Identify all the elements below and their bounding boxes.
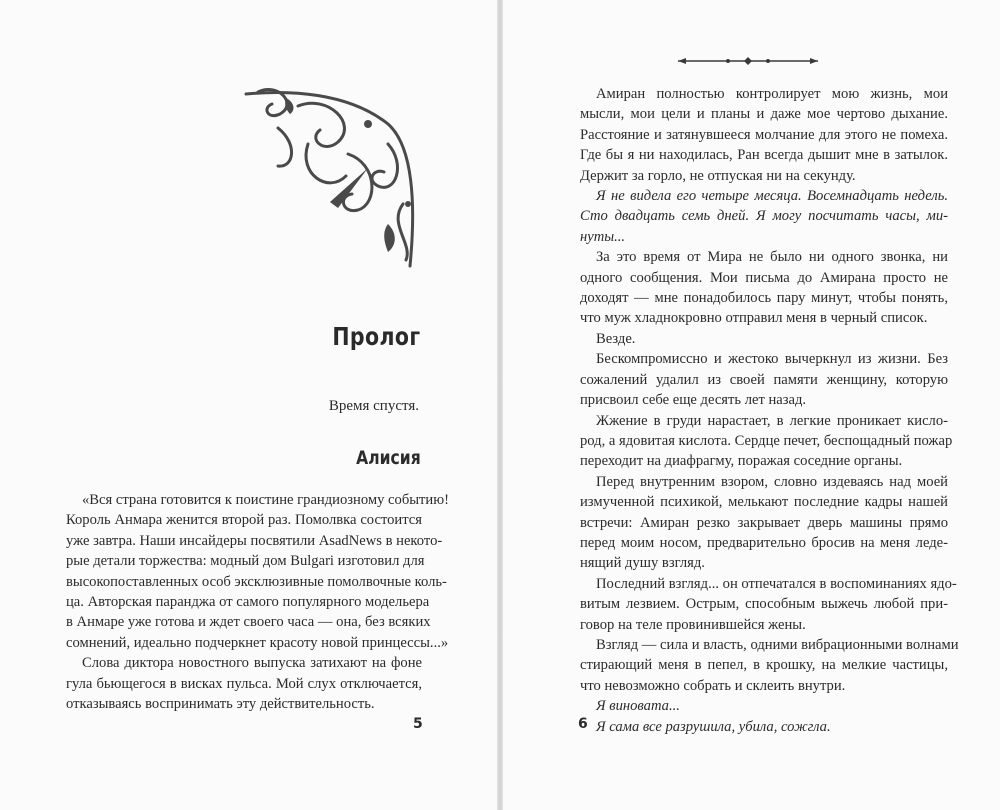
text-line: За это время от Мира не было ни одного звонка, ни xyxy=(596,249,948,266)
text-line: доходят — мне понадобилось пару минут, чтобы понять, xyxy=(580,290,948,307)
text-line: сомнений, идеально подчеркнет красоту новой принцессы...» xyxy=(66,634,449,651)
text-line: перед моим носом, предварительно бросив на меня леде- xyxy=(580,534,948,551)
text-line: мысли, мои цели и планы и даже мое чертово дыхание. xyxy=(580,106,948,123)
page-number-right: 6 xyxy=(578,716,588,732)
text-line: стирающий меня в пепел, в крошку, на мелкие частицы, xyxy=(580,657,948,674)
text-line: переходит на диафрагму, поражая соседние органы. xyxy=(580,453,903,470)
text-line: витым лезвием. Острым, способным выжечь любой при- xyxy=(580,596,948,613)
text-line: нящий душу взгляд. xyxy=(580,555,705,572)
text-line: Бескомпромиссно и жестоко вычеркнул из жизни. Без xyxy=(596,351,948,368)
text-line: отказываясь воспринимать эту действительность. xyxy=(66,696,375,713)
text-line: Король Анмара женится второй раз. Помолвка состоится xyxy=(66,512,422,529)
text-line: Где бы я ни находилась, Ран всегда дышит мне в затылок. xyxy=(580,147,948,164)
left-page xyxy=(0,0,497,810)
text-line: гула бьющегося в висках пульса. Мой слух отключается, xyxy=(66,675,422,692)
text-line: нуты... xyxy=(580,228,626,245)
corner-ornament-icon xyxy=(238,84,428,274)
text-line: измученной психикой, мелькают последние кадры нашей xyxy=(580,494,948,511)
text-line: Слова диктора новостного выпуска затихают на фоне xyxy=(82,655,422,672)
chapter-subtitle: Время спустя. xyxy=(328,398,419,414)
text-line: Амиран полностью контролирует мою жизнь, мои xyxy=(596,86,948,102)
pov-character-name: Алисия xyxy=(356,447,421,469)
right-page xyxy=(503,0,1000,810)
text-line: Жжение в груди нарастает, в легкие проникает кисло- xyxy=(596,412,948,429)
text-line: уже завтра. Наши инсайдеры посвятили AsadNews в некото- xyxy=(66,532,443,549)
text-line: присвоил себе еще десять лет назад. xyxy=(580,392,807,409)
text-line: в Анмаре уже готова и ждет своего часа — она, без всяких xyxy=(66,614,431,631)
left-page-body xyxy=(66,490,450,714)
text-line: Я виновата... xyxy=(596,698,680,715)
text-line: рые детали торжества: модный дом Bulgari изготовил для xyxy=(66,553,425,570)
text-line: Я не видела его четыре месяца. Восемнадцать недель. xyxy=(596,188,948,205)
text-line: Я сама все разрушила, убила, сожгла. xyxy=(596,718,831,735)
page-number-left: 5 xyxy=(413,716,423,732)
text-line: Расстояние и затянувшееся молчание для этого не помеха. xyxy=(580,126,948,143)
text-line: что муж хладнокровно отправил меня в черный список. xyxy=(580,310,928,327)
right-page-body xyxy=(580,84,959,737)
text-line: Держит за горло, не отпуская ни на секунду. xyxy=(580,167,856,184)
header-divider-icon xyxy=(676,56,820,66)
text-line: что невозможно собрать и склеить внутри. xyxy=(580,677,846,694)
text-line: Взгляд — сила и власть, одними вибрационными волнами xyxy=(596,636,959,653)
text-line: встречи: Амиран резко закрывает дверь машины прямо xyxy=(580,514,948,531)
text-line: ца. Авторская паранджа от самого популярного модельера xyxy=(66,594,430,611)
text-line: «Вся страна готовится к поистине грандиозному событию! xyxy=(82,492,450,508)
text-line: одного сообщения. Мои письма до Амирана просто не xyxy=(580,269,948,286)
chapter-title: Пролог xyxy=(332,322,421,351)
text-line: Везде. xyxy=(596,330,636,347)
text-line: сожалений удалил из своей памяти женщину, которую xyxy=(580,371,948,388)
text-line: говор на теле провинившейся жены. xyxy=(580,616,806,633)
text-line: род, а ядовитая кислота. Сердце печет, беспощадный пожар xyxy=(580,432,953,449)
text-line: высокопоставленных особ эксклюзивные помолвочные коль- xyxy=(66,573,447,590)
text-line: Перед внутренним взором, словно издеваясь над моей xyxy=(596,473,948,490)
text-line: Последний взгляд... он отпечатался в воспоминаниях ядо- xyxy=(596,575,957,592)
text-line: Сто двадцать семь дней. Я могу посчитать часы, ми- xyxy=(580,208,948,225)
